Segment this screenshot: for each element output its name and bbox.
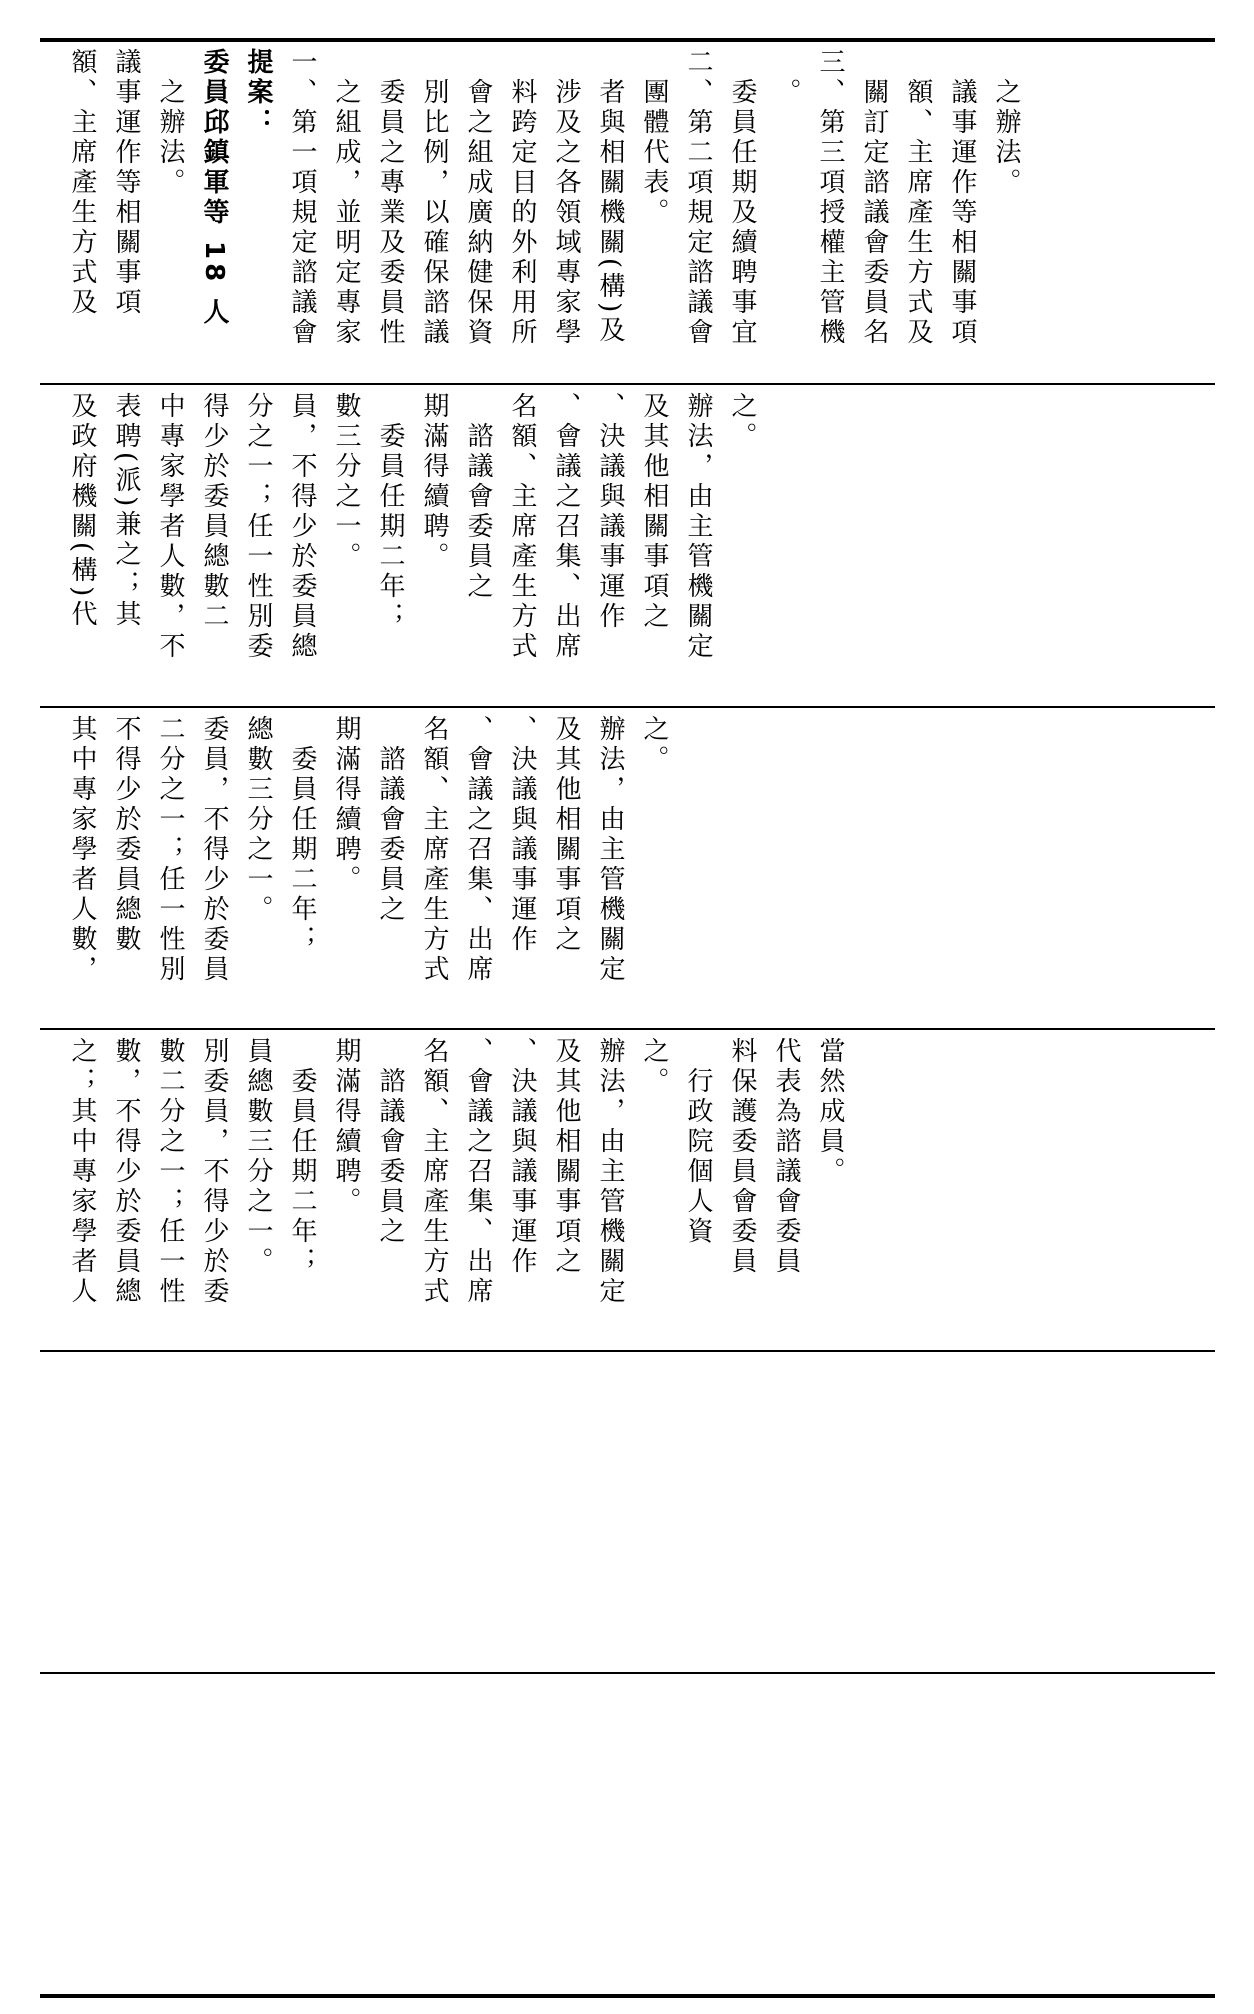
row-3-article [40, 715, 1215, 1023]
text-line: 辦法，由主管機關定 [595, 1037, 625, 1307]
text-line: 額、主席產生方式及 [903, 48, 933, 348]
text-line: 諮議會委員之 [375, 1037, 405, 1247]
text-line: 中專家學者人數，不 [155, 392, 185, 662]
text-line: 額、主席產生方式及 [67, 48, 97, 318]
text-line: 二、第二項規定諮議會 [683, 48, 713, 348]
text-line: 辦法，由主管機關定 [683, 392, 713, 662]
text-line: 其中專家學者人數， [67, 715, 97, 985]
text-line: 辦法，由主管機關定 [595, 715, 625, 985]
text-line: 議事運作等相關事項 [947, 48, 977, 348]
text-line: 、會議之召集、出席 [551, 392, 581, 662]
text-line: 總數三分之一。 [243, 715, 273, 925]
text-line: 期滿得續聘。 [331, 1037, 361, 1217]
row-2-article [40, 392, 1215, 700]
proposer-line: 委員邱鎮軍等 18 人 [199, 48, 229, 329]
row-1-explanation [40, 48, 1215, 378]
text-line: 員總數三分之一。 [243, 1037, 273, 1277]
row-4-article [40, 1037, 1215, 1345]
row-divider [40, 1028, 1215, 1030]
text-line: 者與相關機關(構)及 [595, 48, 625, 347]
text-line: 之辦法。 [155, 48, 185, 198]
text-line: 之。 [639, 715, 669, 775]
text-line: 料跨定目的外利用所 [507, 48, 537, 348]
text-line: 數三分之一。 [331, 392, 361, 572]
row-5-empty [40, 1359, 1215, 1667]
text-line: 別委員，不得少於委 [199, 1037, 229, 1307]
text-line: 委員任期二年； [287, 715, 317, 955]
row-6-empty [40, 1681, 1215, 1989]
text-line: 三、第三項授權主管機 [815, 48, 845, 348]
text-line: 議事運作等相關事項 [111, 48, 141, 318]
text-line: 當然成員。 [815, 1037, 845, 1187]
text-line: 及其他相關事項之 [551, 715, 581, 955]
text-line: 數二分之一；任一性 [155, 1037, 185, 1307]
text-line: 分之一；任一性別委 [243, 392, 273, 662]
text-line: 行政院個人資 [683, 1037, 713, 1247]
text-line: 員，不得少於委員總 [287, 392, 317, 662]
text-line: 名額、主席產生方式 [419, 1037, 449, 1307]
text-line: 團體代表。 [639, 48, 669, 228]
text-line: 諮議會委員之 [463, 392, 493, 602]
cell-text [60, 1037, 852, 1345]
text-line: 不得少於委員總數 [111, 715, 141, 955]
text-line: 別比例，以確保諮議 [419, 48, 449, 348]
cell-text [60, 392, 764, 700]
text-line: 委員任期二年； [375, 392, 405, 632]
top-rule [40, 38, 1215, 42]
text-line: 委員，不得少於委員 [199, 715, 229, 985]
proposal-label: 提案： [243, 48, 273, 138]
text-line: 、會議之召集、出席 [463, 1037, 493, 1307]
text-line: 、決議與議事運作 [595, 392, 625, 632]
text-line: 諮議會委員之 [375, 715, 405, 925]
text-line: 數，不得少於委員總 [111, 1037, 141, 1307]
text-line: 代表為諮議會委員 [771, 1037, 801, 1277]
text-line: 之。 [639, 1037, 669, 1097]
document-page [40, 0, 1215, 2014]
text-line: 委員之專業及委員性 [375, 48, 405, 348]
text-line: 、會議之召集、出席 [463, 715, 493, 985]
text-line: 之。 [727, 392, 757, 452]
text-line: 及其他相關事項之 [551, 1037, 581, 1277]
text-line: 會之組成廣納健保資 [463, 48, 493, 348]
text-line: 之辦法。 [991, 48, 1021, 198]
text-line: 及政府機關(構)代 [67, 392, 97, 631]
text-line: 涉及之各領域專家學 [551, 48, 581, 348]
text-line: 料保護委員會委員 [727, 1037, 757, 1277]
text-line: 。 [771, 48, 801, 108]
text-line: 二分之一；任一性別 [155, 715, 185, 985]
text-line: 及其他相關事項之 [639, 392, 669, 632]
text-line: 得少於委員總數二 [199, 392, 229, 632]
row-divider [40, 383, 1215, 385]
text-line: 表聘(派)兼之；其 [111, 392, 141, 631]
text-line: 期滿得續聘。 [331, 715, 361, 895]
cell-text [60, 48, 1028, 378]
text-line: 一、第一項規定諮議會 [287, 48, 317, 348]
bottom-rule [40, 1994, 1215, 1998]
text-line: 委員任期及續聘事宜 [727, 48, 757, 348]
text-line: 、決議與議事運作 [507, 1037, 537, 1277]
text-line: 名額、主席產生方式 [507, 392, 537, 662]
text-line: 期滿得續聘。 [419, 392, 449, 572]
text-line: 名額、主席產生方式 [419, 715, 449, 985]
row-divider [40, 706, 1215, 708]
row-divider [40, 1350, 1215, 1352]
row-divider [40, 1672, 1215, 1674]
text-line: 之；其中專家學者人 [67, 1037, 97, 1307]
text-line: 關訂定諮議會委員名 [859, 48, 889, 348]
text-line: 、決議與議事運作 [507, 715, 537, 955]
text-line: 委員任期二年； [287, 1037, 317, 1277]
cell-text [60, 715, 676, 1023]
text-line: 之組成，並明定專家 [331, 48, 361, 348]
